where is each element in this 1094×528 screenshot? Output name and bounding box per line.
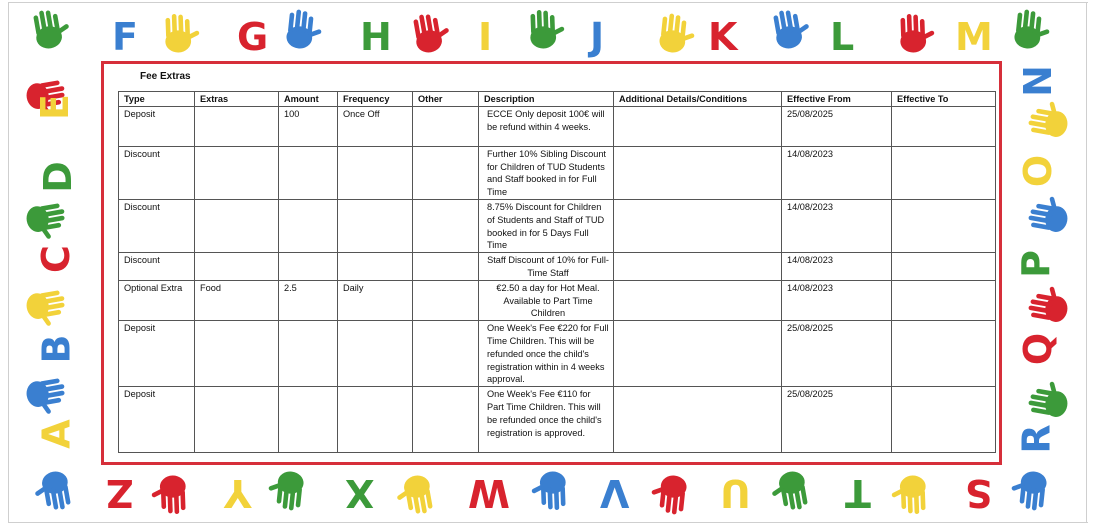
other-cell <box>413 106 479 146</box>
effective-to-cell <box>892 280 996 320</box>
document-title: Fee Extras <box>140 71 191 82</box>
effective-from-cell: 25/08/2025 <box>782 387 892 453</box>
column-header: Additional Details/Conditions <box>614 92 782 107</box>
extras-cell <box>195 387 279 453</box>
handprint-icon <box>1000 8 1056 54</box>
border-letter: M <box>955 15 993 59</box>
handprint-icon <box>400 12 456 58</box>
handprint-icon <box>1022 195 1078 241</box>
amount-cell <box>279 253 338 281</box>
effective-from-cell: 14/08/2023 <box>782 199 892 252</box>
type-cell: Discount <box>119 146 195 199</box>
handprint-icon <box>262 466 318 512</box>
border-letter: G <box>237 15 269 59</box>
handprint-icon <box>645 12 701 58</box>
handprint-icon <box>16 370 72 416</box>
border-letter: F <box>112 15 138 59</box>
page-edge-line <box>8 2 9 522</box>
conditions-cell <box>614 387 782 453</box>
border-letter: O <box>1016 154 1061 188</box>
effective-from-cell: 25/08/2025 <box>782 106 892 146</box>
handprint-icon <box>765 466 821 512</box>
column-header: Description <box>479 92 614 107</box>
effective-to-cell <box>892 199 996 252</box>
table-row <box>119 387 996 453</box>
description-cell: Staff Discount of 10% for Full-Time Staff <box>479 253 614 281</box>
column-header: Effective From <box>782 92 892 107</box>
table-row <box>119 280 996 320</box>
type-cell: Deposit <box>119 321 195 387</box>
type-cell: Discount <box>119 199 195 252</box>
extras-cell <box>195 106 279 146</box>
border-letter: K <box>708 15 738 59</box>
conditions-cell <box>614 253 782 281</box>
page-edge-line <box>1086 2 1087 522</box>
other-cell <box>413 146 479 199</box>
type-cell: Deposit <box>119 387 195 453</box>
page-edge-line <box>8 522 1088 523</box>
column-header: Other <box>413 92 479 107</box>
other-cell <box>413 280 479 320</box>
border-letter: I <box>478 15 493 59</box>
border-letter: J <box>590 15 605 59</box>
handprint-icon <box>1022 380 1078 426</box>
border-letter: Z <box>106 471 134 515</box>
column-header: Amount <box>279 92 338 107</box>
table-row <box>119 106 996 146</box>
effective-to-cell <box>892 253 996 281</box>
column-header: Frequency <box>338 92 413 107</box>
other-cell <box>413 253 479 281</box>
table-row <box>119 321 996 387</box>
border-letter: X <box>345 471 375 515</box>
type-cell: Deposit <box>119 106 195 146</box>
other-cell <box>413 321 479 387</box>
border-letter: B <box>34 334 79 364</box>
conditions-cell <box>614 146 782 199</box>
extras-cell: Food <box>195 280 279 320</box>
handprint-icon <box>150 12 206 58</box>
amount-cell <box>279 146 338 199</box>
handprint-icon <box>272 8 328 54</box>
effective-to-cell <box>892 106 996 146</box>
effective-to-cell <box>892 387 996 453</box>
border-letter: P <box>1013 250 1058 278</box>
frequency-cell <box>338 146 413 199</box>
border-letter: R <box>1014 424 1059 454</box>
frequency-cell <box>338 199 413 252</box>
border-letter: T <box>845 471 871 515</box>
handprint-icon <box>145 470 201 516</box>
extras-cell <box>195 321 279 387</box>
frequency-cell: Once Off <box>338 106 413 146</box>
handprint-icon <box>16 195 72 241</box>
handprint-icon <box>645 470 701 516</box>
border-letter: U <box>720 471 751 515</box>
border-letter: L <box>830 15 855 59</box>
table-row <box>119 199 996 252</box>
conditions-cell <box>614 280 782 320</box>
description-cell: €2.50 a day for Hot Meal. Available to Part Time Children <box>479 280 614 320</box>
table-row <box>119 253 996 281</box>
effective-to-cell <box>892 321 996 387</box>
handprint-icon <box>760 8 816 54</box>
effective-from-cell: 14/08/2023 <box>782 253 892 281</box>
table-header-row <box>119 92 996 107</box>
border-letter: Q <box>1016 332 1061 366</box>
conditions-cell <box>614 106 782 146</box>
table-row <box>119 146 996 199</box>
border-letter: H <box>360 15 392 59</box>
type-cell: Discount <box>119 253 195 281</box>
other-cell <box>413 387 479 453</box>
border-letter: V <box>600 471 630 515</box>
handprint-icon <box>20 8 76 54</box>
border-letter: N <box>1015 65 1060 97</box>
description-cell: Further 10% Sibling Discount for Children of TUD Students and Staff booked in for Full Time <box>479 146 614 199</box>
border-letter: Y <box>224 471 252 515</box>
extras-cell <box>195 146 279 199</box>
conditions-cell <box>614 199 782 252</box>
frequency-cell <box>338 387 413 453</box>
effective-from-cell: 14/08/2023 <box>782 146 892 199</box>
amount-cell: 2.5 <box>279 280 338 320</box>
page-edge-line <box>8 2 1088 3</box>
other-cell <box>413 199 479 252</box>
handprint-icon <box>515 8 571 54</box>
column-header: Effective To <box>892 92 996 107</box>
column-header: Extras <box>195 92 279 107</box>
extras-cell <box>195 199 279 252</box>
column-header: Type <box>119 92 195 107</box>
amount-cell <box>279 199 338 252</box>
handprint-icon <box>390 470 446 516</box>
amount-cell <box>279 321 338 387</box>
conditions-cell <box>614 321 782 387</box>
amount-cell: 100 <box>279 106 338 146</box>
effective-from-cell: 14/08/2023 <box>782 280 892 320</box>
handprint-icon <box>885 12 941 58</box>
handprint-icon <box>1022 100 1078 146</box>
handprint-icon <box>28 466 84 512</box>
border-letter: D <box>35 161 80 193</box>
handprint-icon <box>1005 466 1061 512</box>
border-letter: C <box>33 245 78 273</box>
handprint-icon <box>885 470 941 516</box>
border-letter: S <box>965 471 993 515</box>
description-cell: 8.75% Discount for Children of Students and Staff of TUD booked in for 5 Days Full Time <box>479 199 614 252</box>
effective-to-cell <box>892 146 996 199</box>
handprint-icon <box>1022 285 1078 331</box>
amount-cell <box>279 387 338 453</box>
border-letter: W <box>468 471 510 515</box>
frequency-cell: Daily <box>338 280 413 320</box>
frequency-cell <box>338 321 413 387</box>
fee-extras-table <box>118 91 996 453</box>
description-cell: ECCE Only deposit 100€ will be refund within 4 weeks. <box>479 106 614 146</box>
frequency-cell <box>338 253 413 281</box>
description-cell: One Week's Fee €110 for Part Time Children. This will be refunded once the child's registration is approved. <box>479 387 614 453</box>
handprint-icon <box>16 282 72 328</box>
border-letter: A <box>34 419 79 449</box>
handprint-icon <box>525 466 581 512</box>
fee-extras-document <box>101 61 1002 465</box>
effective-from-cell: 25/08/2025 <box>782 321 892 387</box>
description-cell: One Week's Fee €220 for Full Time Children. This will be refunded once the child's registration within in 4 weeks approval. <box>479 321 614 387</box>
border-letter: E <box>32 94 77 120</box>
extras-cell <box>195 253 279 281</box>
type-cell: Optional Extra <box>119 280 195 320</box>
